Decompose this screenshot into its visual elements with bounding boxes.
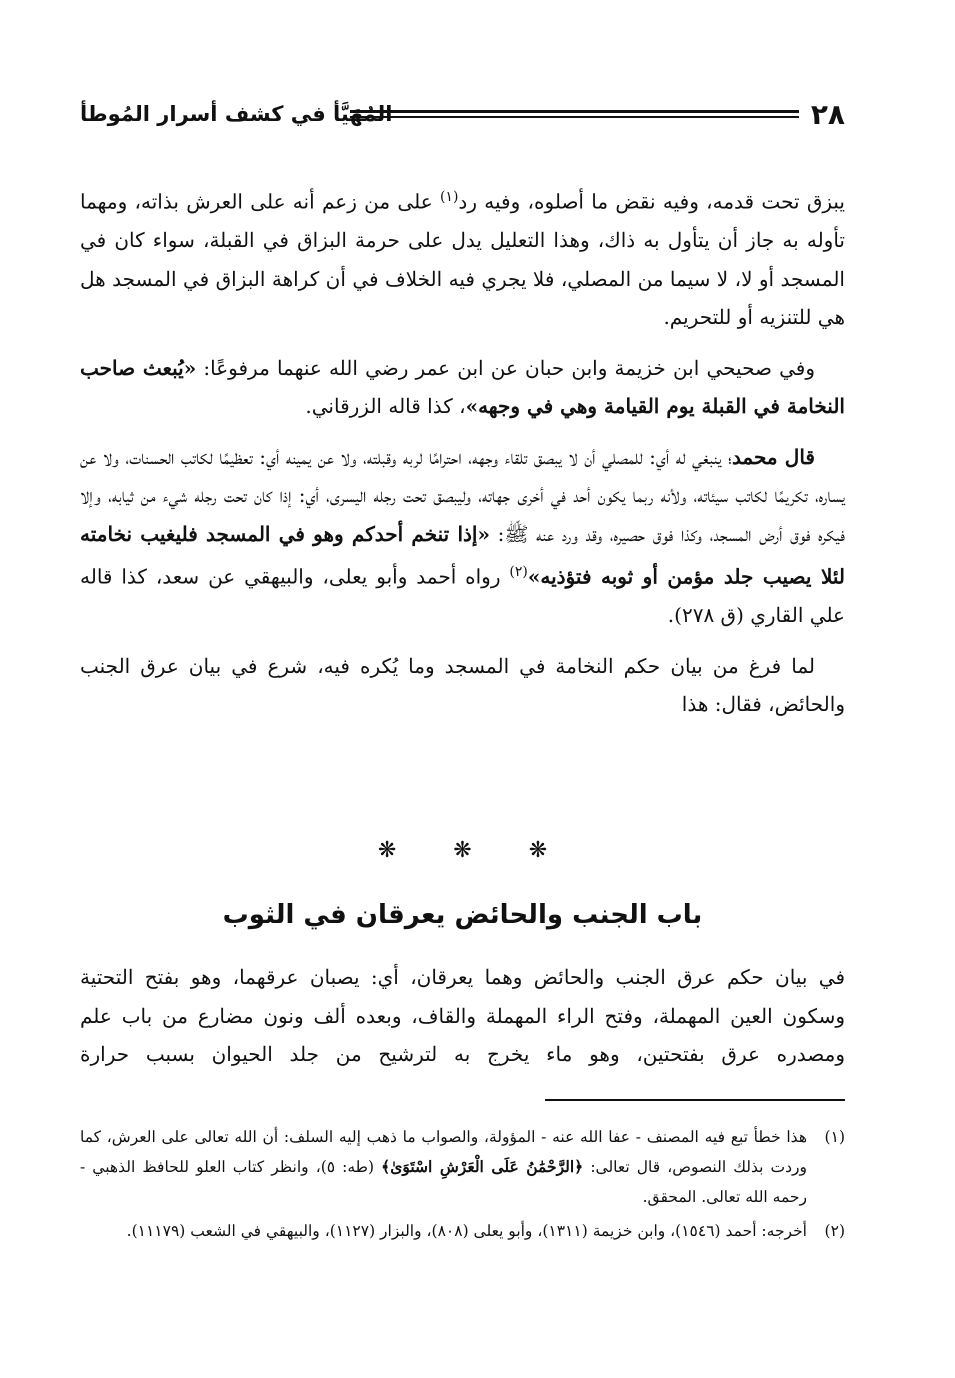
text-run: ؛ ينبغي له أي: للمصلي أن لا يبصق تلقاء وجهه، احترامًا لربه وقبلته، ولا عن يمينه أي: تعظيمًا لكاتب الحسنات، ولا عن يساره، تكريمًا لكاتب سيئاته، ولأنه ربما يكون أحد في أخرى جهاته، وليبصق تحت رجله اليسرى، أي: إذا كان تحت رجله شيء من ثيابه، وإلا فيكره فوق أرض المسجد، وكذا فوق حصيره، وقد ورد عنه ﷺ: [80,444,845,546]
text-run: وفي صحيحي ابن خزيمة وابن حبان عن ابن عمر رضي الله عنهما مرفوعًا: [196,355,815,380]
footnotes [80,1122,845,1250]
footnote-text [80,1216,807,1246]
paragraph [80,438,845,635]
text-run: أخرجه: أحمد (١٥٤٦)، وابن خزيمة (١٣١١)، وأبو يعلى (٨٠٨)، والبزار (١١٢٧)، والبيهقي في الشعب (١١١٧٩). [126,1222,807,1240]
paragraph [80,178,845,337]
text-run: رواه أحمد وأبو يعلى، والبيهقي عن سعد، كذا قاله علي القاري (ق ٢٧٨). [80,564,845,628]
paragraph [80,349,845,426]
footnote-rule [545,1099,845,1101]
chapter-paragraph: في بيان حكم عرق الجنب والحائض وهما يعرقان، أي: يصبان عرقهما، وهو بفتح التحتية وسكون العين المهملة، وفتح الراء المهملة والقاف، وبعده ألف ونون مضارع من باب علم ومصدره عرق بفتحتين، وهو ماء يخرج به لترشيح من جلد الحيوان بسبب حرارة [80,965,846,1066]
footnote [80,1122,845,1212]
footnote-number: (١) [824,1128,845,1146]
section-separator: ❋ ❋ ❋ [377,838,548,863]
paragraph [80,647,845,724]
footnote-marker: (٢) [509,564,528,581]
chapter-heading: باب الجنب والحائض يعرقان في الثوب [222,900,703,930]
text-run: هذا خطأ تبع فيه المصنف - عفا الله عنه - المؤولة، والصواب ما ذهب إليه السلف: أن الله تعالى على العرش، كما وردت بذلك النصوص، قال تعالى: [80,1128,807,1176]
book-page [80,0,845,1378]
footnote-marker: (١) [439,189,459,205]
footnote-number: (٢) [824,1222,845,1240]
main-text [80,178,845,736]
text-run: ، كذا قاله الزرقاني. [305,394,466,419]
text-run: (طه: ٥)، وانظر كتاب العلو للحافظ الذهبي - رحمه الله تعالى. المحقق. [80,1158,807,1206]
header-rule [350,110,799,122]
bold-text: «يُبعث صاحب النخامة في القبلة يوم القيامة وهي في وجهه» [80,355,845,419]
page-number: ٢٨ [810,98,845,131]
footnote-text [80,1122,807,1212]
bold-text: «إذا تنخم أحدكم وهو في المسجد فليغيب نخامته لئلا يصيب جلد مؤمن أو ثوبه فتؤذيه» [80,521,846,589]
text-run: يبزق تحت قدمه، وفيه نقض ما أصلوه، وفيه رد [458,189,845,214]
text-run: لما فرغ من بيان حكم النخامة في المسجد وما يُكره فيه، شرع في بيان عرق الجنب والحائض، فقال: هذا [80,653,845,717]
running-title: المُهَيَّأ في كشف أسرار المُوطأ [80,102,393,126]
footnote [80,1216,845,1246]
text-run: على من زعم أنه على العرش بذاته، ومهما تأوله به جاز أن يتأول به ذاك، وهذا التعليل يدل على حرمة البزاق في القبلة، سواء كان في المسجد أو لا، لا سيما من المصلي، فلا يجري فيه الخلاف في أن كراهة البزاق في المسجد هل هي للتنزيه أو للتحريم. [80,189,845,330]
bold-text: قال محمد [731,444,815,469]
page-header [80,96,845,136]
bold-text: ﴿الرَّحْمَٰنُ عَلَى الْعَرْشِ اسْتَوَىٰ﴾ [381,1157,584,1176]
